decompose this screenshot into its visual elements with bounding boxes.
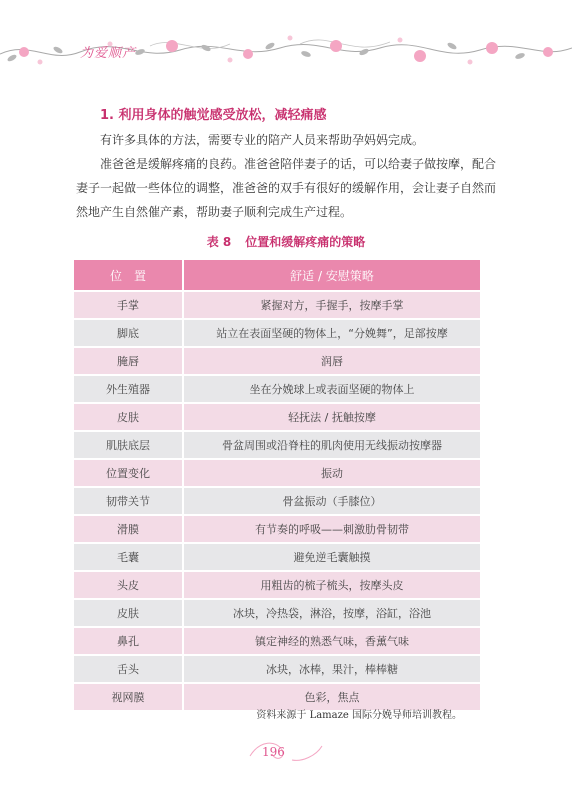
paragraph-intro: 有许多具体的方法，需要专业的陪产人员来帮助孕妈妈完成。 [100, 133, 425, 147]
strategy-cell: 轻抚法 / 抚触按摩 [184, 404, 480, 430]
position-cell: 脚底 [74, 320, 184, 346]
position-cell: 肌肤底层 [74, 432, 184, 458]
table-row [74, 348, 480, 374]
position-cell: 舌头 [74, 656, 184, 682]
strategy-table [74, 258, 480, 712]
header-title: 为爱顺产 [80, 46, 137, 61]
strategy-cell: 坐在分娩球上或表面坚硬的物体上 [184, 376, 480, 402]
strategy-cell: 站立在表面坚硬的物体上，“分娩舞”，足部按摩 [184, 320, 480, 346]
position-cell: 皮肤 [74, 600, 184, 626]
table-row [74, 572, 480, 598]
table-caption [0, 233, 572, 250]
position-cell: 视网膜 [74, 684, 184, 710]
page-number: 196 [262, 745, 285, 759]
table-row [74, 600, 480, 626]
table-row [74, 320, 480, 346]
source-note: 资料来源于 Lamaze 国际分娩导师培训教程。 [256, 710, 462, 721]
table-row [74, 628, 480, 654]
table-row [74, 292, 480, 318]
strategy-cell: 冰块，冰棒，果汁，棒棒糖 [184, 656, 480, 682]
strategy-cell: 骨盆周围或沿脊柱的肌肉使用无线振动按摩器 [184, 432, 480, 458]
position-cell: 位置变化 [74, 460, 184, 486]
position-cell: 腌唇 [74, 348, 184, 374]
strategy-cell: 用粗齿的梳子梳头，按摩头皮 [184, 572, 480, 598]
table-caption-number: 表 8 [206, 235, 232, 249]
strategy-cell: 润唇 [184, 348, 480, 374]
page-number-swirl-icon [246, 734, 326, 764]
strategy-cell: 冰块，冷热袋，淋浴，按摩，浴缸，浴池 [184, 600, 480, 626]
table-row [74, 488, 480, 514]
position-cell: 鼻孔 [74, 628, 184, 654]
table-row [74, 404, 480, 430]
floral-header-decoration [0, 0, 572, 80]
strategy-cell: 骨盆振动（手膝位） [184, 488, 480, 514]
position-cell: 皮肤 [74, 404, 184, 430]
strategy-cell: 避免逆毛囊触摸 [184, 544, 480, 570]
column-header-position: 位 置 [74, 260, 184, 290]
table-row [74, 656, 480, 682]
table-row [74, 376, 480, 402]
table-header-row [74, 260, 480, 290]
paragraph-partner: 准爸爸是缓解疼痛的良药。准爸爸陪伴妻子的话，可以给妻子做按摩，配合妻子一起做一些体位的调整，准爸爸的双手有很好的缓解作用，会让妻子自然而然地产生自然催产素，帮助妻子顺利完成生产过程。 [76, 157, 497, 219]
strategy-cell: 镇定神经的熟悉气味，香薰气味 [184, 628, 480, 654]
position-cell: 头皮 [74, 572, 184, 598]
position-cell: 毛囊 [74, 544, 184, 570]
table-row [74, 544, 480, 570]
column-header-strategy: 舒适 / 安慰策略 [184, 260, 480, 290]
position-cell: 滑膜 [74, 516, 184, 542]
table-row [74, 432, 480, 458]
strategy-cell: 紧握对方，手握手，按摩手掌 [184, 292, 480, 318]
table-caption-title: 位置和缓解疼痛的策略 [245, 235, 366, 249]
position-cell: 外生殖器 [74, 376, 184, 402]
strategy-cell: 振动 [184, 460, 480, 486]
strategy-cell: 色彩，焦点 [184, 684, 480, 710]
strategy-cell: 有节奏的呼吸——刺激肋骨韧带 [184, 516, 480, 542]
table-row [74, 516, 480, 542]
section-heading: 1. 利用身体的触觉感受放松，减轻痛感 [100, 108, 327, 123]
table-row [74, 460, 480, 486]
position-cell: 韧带关节 [74, 488, 184, 514]
position-cell: 手掌 [74, 292, 184, 318]
